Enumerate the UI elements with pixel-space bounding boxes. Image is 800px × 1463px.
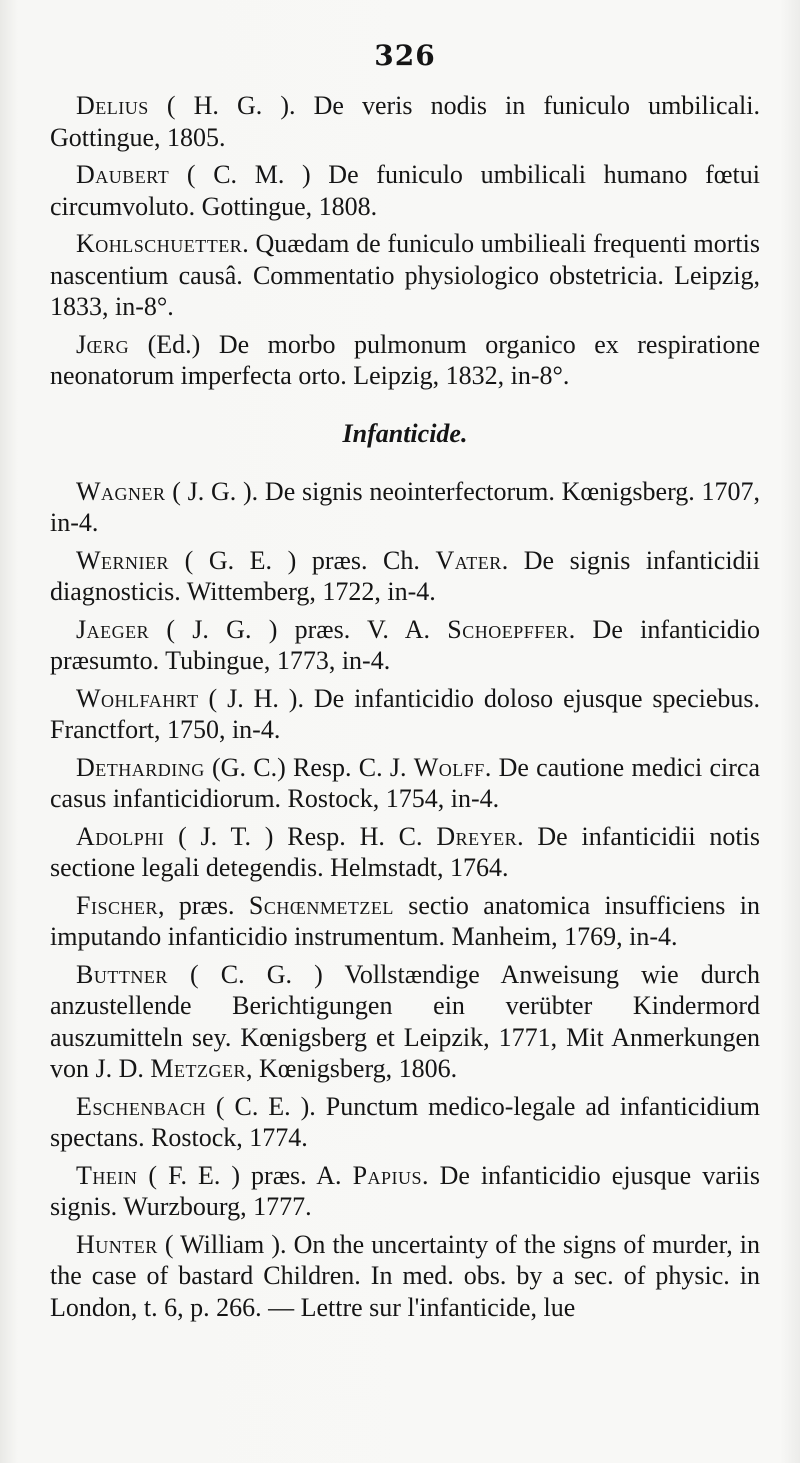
entry-coauthor: Metzger xyxy=(150,1054,247,1083)
entry-author: Delius xyxy=(76,91,149,120)
entry-author: Daubert xyxy=(76,160,170,189)
entry-text: (G. C.) Resp. C. J. xyxy=(204,752,414,782)
entry-text: ( G. E. ) præs. Ch. xyxy=(169,545,436,575)
entry-text: ( J. H. ). De infanticidio doloso ejusque speciebus. Franctfort, 1750, in-4. xyxy=(50,683,760,744)
bibliography-entry xyxy=(50,476,760,539)
entry-text: (Ed.) De morbo pulmonum organico ex respiratione neonatorum imperfecta orto. Leipzig, 1832, in-8°. xyxy=(50,329,760,390)
entry-author: Jaeger xyxy=(76,614,150,644)
entry-text: ( William ). On the uncertainty of the signs of murder, in the case of bastard Children. In med. obs. by a sec. of physic. in London, t. 6, p. 266. — Lettre sur l'infanticide, lue xyxy=(50,1229,760,1322)
entry-author: Detharding xyxy=(76,752,205,782)
entry-text-continued: . De infanticidio ejusque variis signis. Wurzbourg, 1777. xyxy=(50,1160,760,1221)
entry-author: Wohlfahrt xyxy=(76,683,199,713)
bibliography-entry xyxy=(50,821,760,884)
bibliography-entry xyxy=(50,683,760,746)
entry-coauthor: Dreyer xyxy=(436,821,518,851)
entry-coauthor: Papius xyxy=(352,1160,423,1190)
entry-text-continued: . De cautione medici circa casus infanticidiorum. Rostock, 1754, in-4. xyxy=(50,752,760,813)
entry-text: ( H. G. ). De veris nodis in funiculo umbilicali. Gottingue, 1805. xyxy=(50,91,760,152)
entry-text: ( C. E. ). Punctum medico-legale ad infanticidium spectans. Rostock, 1774. xyxy=(50,1091,760,1152)
entry-text: ( C. M. ) De funiculo umbilicali humano fœtui circumvoluto. Gottingue, 1808. xyxy=(50,160,760,221)
section-heading: Infanticide. xyxy=(342,418,468,448)
entry-author: Kohlschuetter xyxy=(76,229,243,258)
bibliography-entry xyxy=(50,545,760,608)
bibliography-entry xyxy=(50,1091,760,1154)
entry-text: ( J. T. ) Resp. H. C. xyxy=(164,821,437,851)
entry-author: Wagner xyxy=(76,476,166,506)
bibliography-entry xyxy=(50,329,760,392)
bibliography-entry xyxy=(50,752,760,815)
bibliography-entry xyxy=(50,959,760,1085)
entry-author: Fischer xyxy=(76,890,158,920)
entry-author: Jœrg xyxy=(76,329,130,359)
entry-coauthor: Vater xyxy=(435,545,502,575)
bibliography-entry xyxy=(50,228,760,323)
entry-text-continued: sectio anatomica insufficiens in imputando infanticidio instrumentum. Manheim, 1769, in-4. xyxy=(50,890,760,951)
entry-text: ( F. E. ) præs. A. xyxy=(137,1160,353,1190)
entry-text-continued: . De infanticidii notis sectione legali detegendis. Helmstadt, 1764. xyxy=(50,821,760,882)
entry-author: Adolphi xyxy=(76,821,165,851)
entry-text-continued: . De infanticidio præsumto. Tubingue, 1773, in-4. xyxy=(50,614,760,675)
bibliography-entry xyxy=(50,614,760,677)
entry-text-continued: , Kœnigsberg, 1806. xyxy=(246,1054,458,1083)
entry-text: , præs. xyxy=(157,890,249,920)
entry-text: ( J. G. ) præs. V. A. xyxy=(149,614,448,644)
entry-text: ( C. G. ) Vollstændige Anweisung wie durch anzustellende Berichtigungen ein verübter Kindermord auszumitteln sey. Kœnigsberg et Leipzik, 1771, Mit Anmerkungen von J. D. xyxy=(50,959,760,1083)
bibliography-entry xyxy=(50,1160,760,1223)
entry-text: . Quædam de funiculo umbilieali frequenti mortis nascentium causâ. Commentatio physiologico obstetricia. Leipzig, 1833, in-8°. xyxy=(50,229,760,321)
entry-author: Thein xyxy=(76,1160,138,1190)
bibliography-entry xyxy=(50,890,760,953)
entry-text: ( J. G. ). De signis neointerfectorum. Kœnigsberg. 1707, in-4. xyxy=(50,476,760,537)
bibliography-entry xyxy=(50,1229,760,1324)
entry-text-continued: . De signis infanticidii diagnosticis. Wittemberg, 1722, in-4. xyxy=(50,545,760,606)
entry-author: Buttner xyxy=(76,959,168,989)
entry-coauthor: Schœnmetzel xyxy=(248,890,394,920)
bibliography-entry xyxy=(50,90,760,153)
entry-author: Wernier xyxy=(76,545,170,575)
bibliography-entry xyxy=(50,159,760,222)
entry-author: Eschenbach xyxy=(76,1091,206,1121)
entry-coauthor: Schoepffer xyxy=(447,614,569,644)
entry-coauthor: Wolff xyxy=(413,752,485,782)
entry-author: Hunter xyxy=(76,1229,158,1259)
page-number: 326 xyxy=(374,39,436,72)
